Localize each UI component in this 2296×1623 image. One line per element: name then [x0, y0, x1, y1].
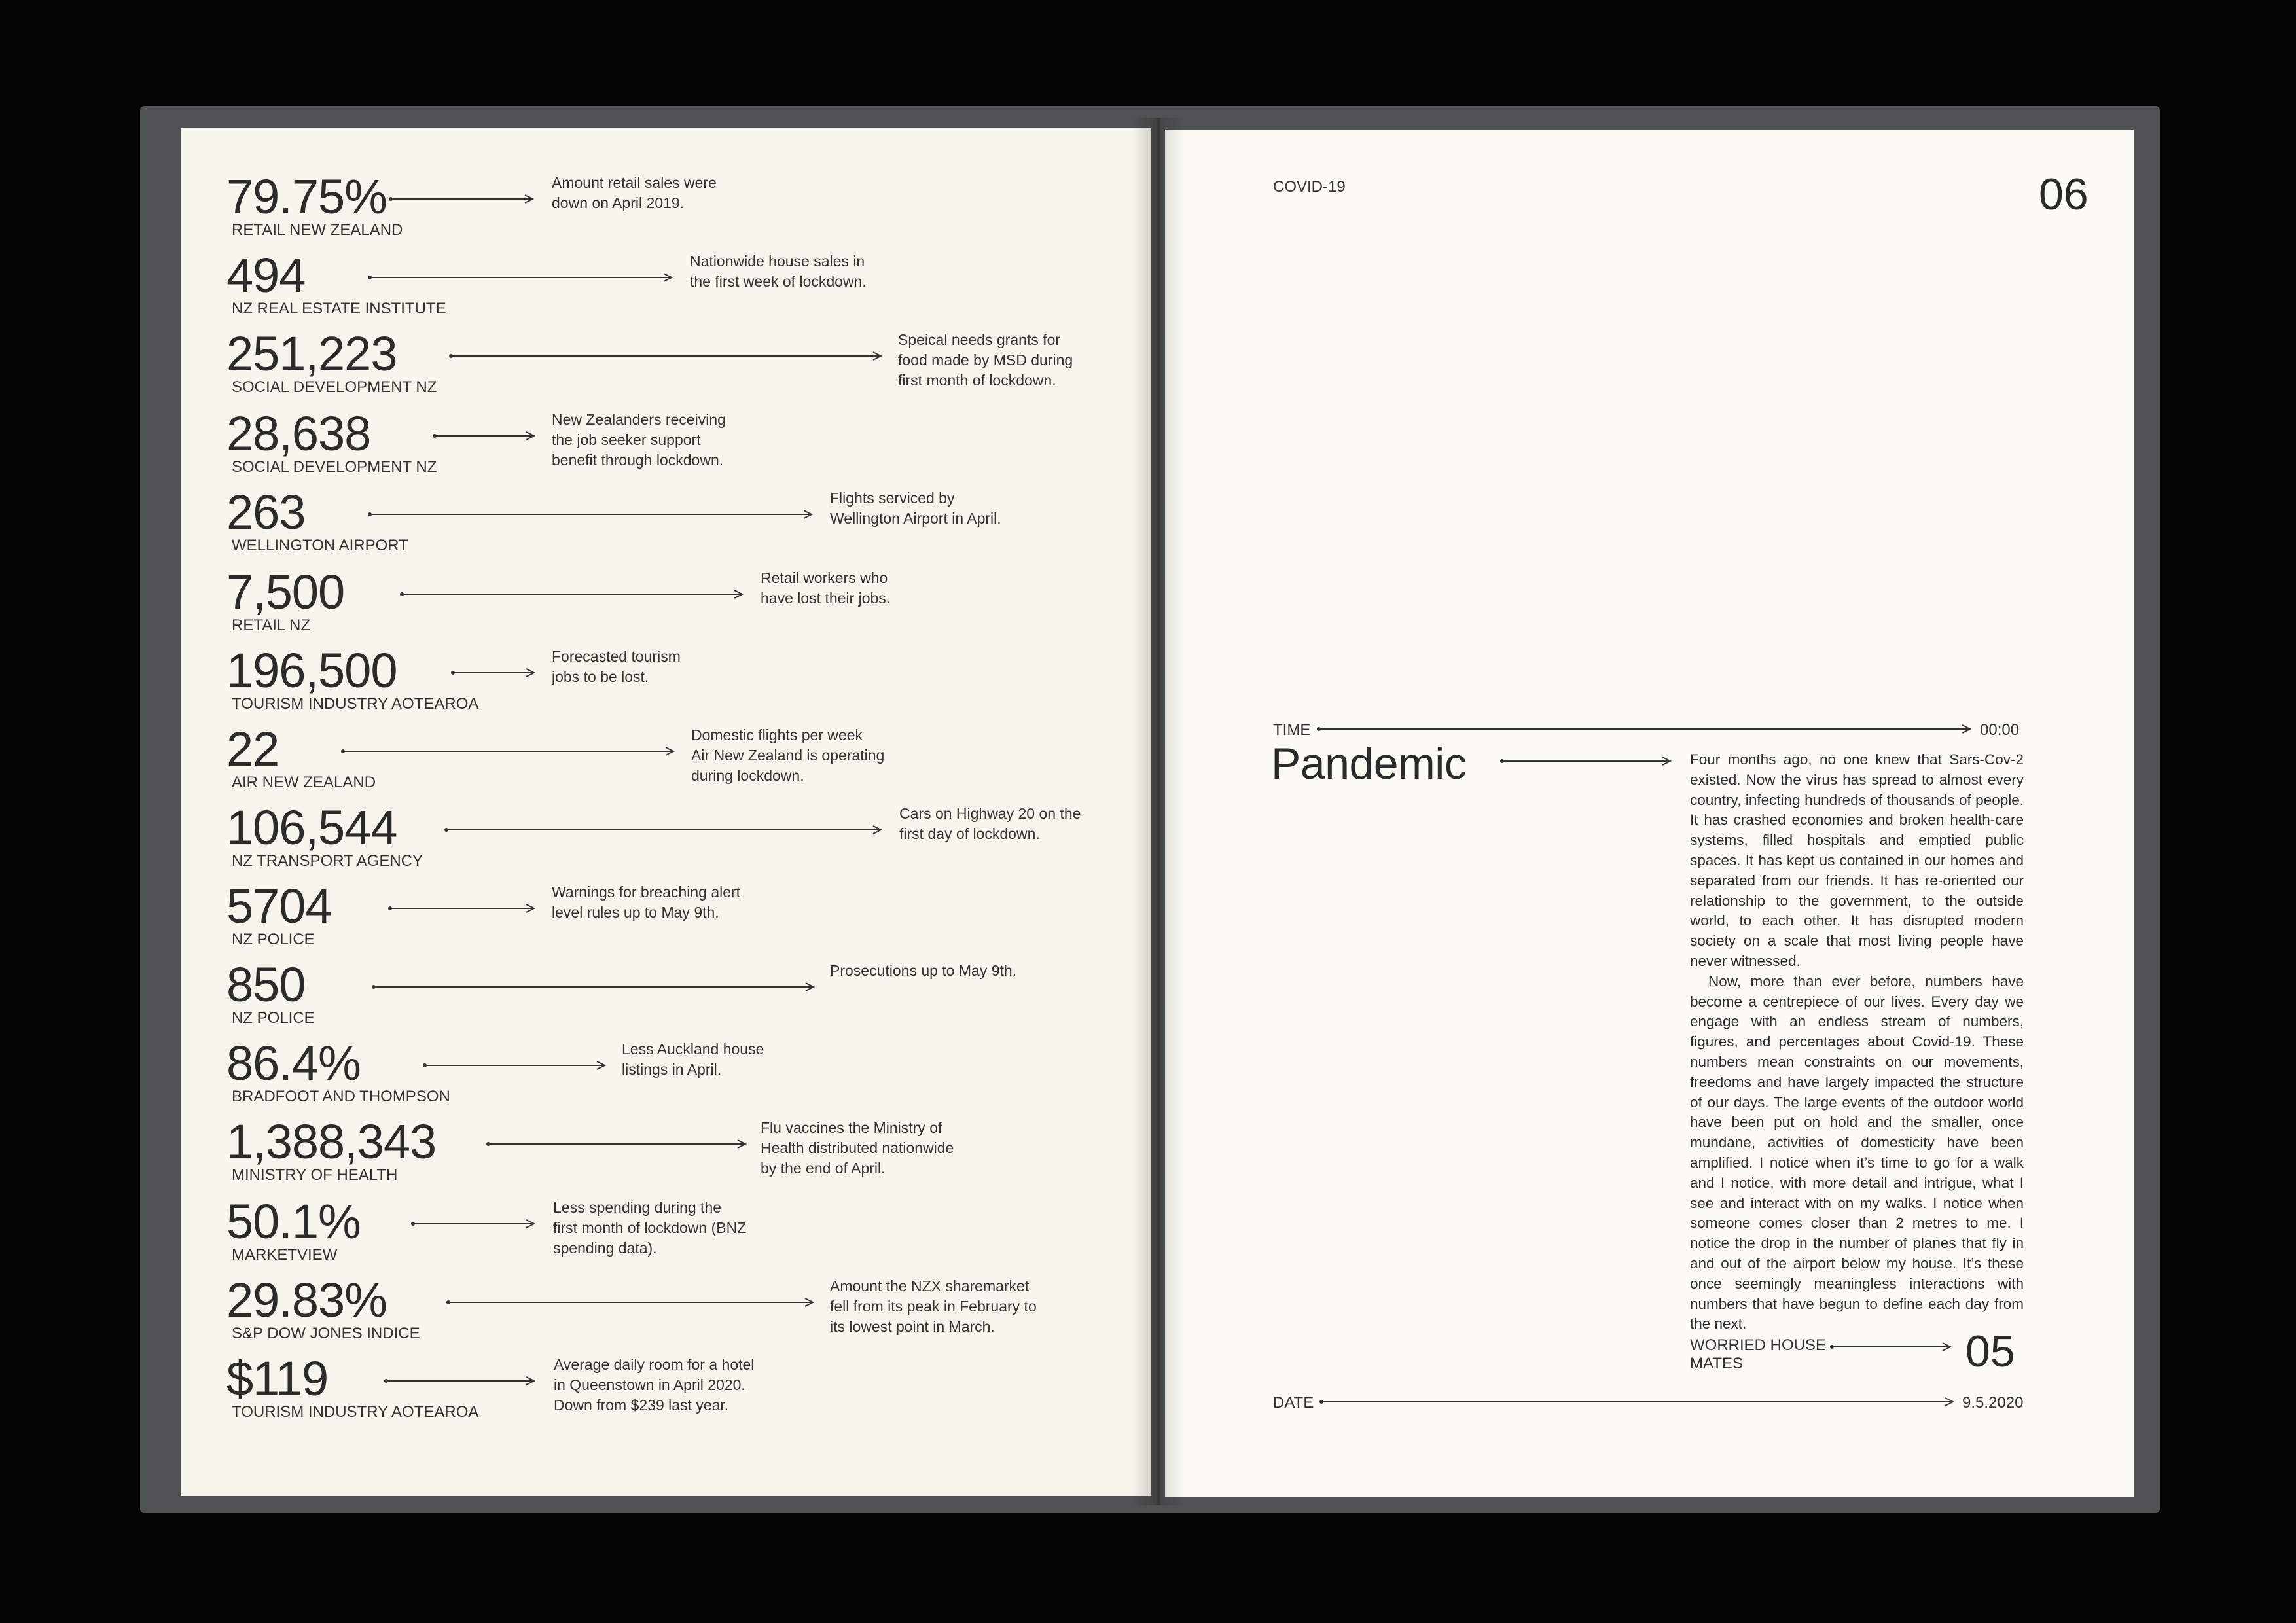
stat-value: 7,500: [226, 565, 345, 619]
stat-description-line: the job seeker support: [552, 431, 701, 448]
stat-description-line: Wellington Airport in April.: [830, 510, 1001, 527]
stat-source: SOCIAL DEVELOPMENT NZ: [232, 458, 437, 476]
stat-description-line: Flu vaccines the Ministry of: [761, 1119, 942, 1136]
stat-description-line: Average daily room for a hotel: [554, 1356, 755, 1373]
stat-source: NZ POLICE: [232, 1009, 315, 1027]
stat-arrow: [389, 195, 534, 203]
stat-description: [761, 568, 890, 609]
stat-description-line: by the end of April.: [761, 1160, 886, 1177]
stat-description-line: Nationwide house sales in: [690, 253, 865, 270]
stat-description: [690, 251, 867, 292]
stat-source: NZ POLICE: [232, 931, 315, 948]
stat-source: NZ REAL ESTATE INSTITUTE: [232, 300, 446, 317]
stat-description: [552, 410, 726, 471]
stat-description: [552, 882, 740, 923]
footer-label: [1690, 1336, 1826, 1373]
footer-label-line-1: WORRIED HOUSE: [1690, 1336, 1827, 1354]
stat-source: TOURISM INDUSTRY AOTEAROA: [232, 1403, 479, 1421]
stat-description: [761, 1118, 954, 1179]
stat-arrow: [433, 432, 535, 440]
stat-description-line: Air New Zealand is operating: [691, 747, 885, 764]
left-page: [181, 128, 1151, 1496]
stat-value: 251,223: [226, 327, 397, 381]
stat-description: [552, 647, 681, 687]
stat-description-line: Forecasted tourism: [552, 648, 681, 665]
stat-description-line: Speical needs grants for: [898, 331, 1061, 348]
stat-description-line: the first week of lockdown.: [690, 273, 867, 290]
stat-description-line: down on April 2019.: [552, 194, 685, 211]
stat-arrow: [341, 747, 675, 755]
date-arrow: [1319, 1398, 1954, 1406]
stat-value: 106,544: [226, 800, 397, 855]
date-value: 9.5.2020: [1962, 1394, 2024, 1412]
stat-value: 50.1%: [226, 1194, 361, 1249]
stat-arrow: [444, 826, 882, 834]
stat-value: $119: [226, 1351, 329, 1406]
stat-description: [553, 1198, 746, 1258]
section-label: COVID-19: [1273, 178, 1346, 196]
stat-value: 1,388,343: [226, 1115, 437, 1169]
stat-value: 86.4%: [226, 1036, 361, 1090]
stat-description-line: during lockdown.: [691, 767, 804, 784]
stat-description-line: Amount the NZX sharemarket: [830, 1277, 1030, 1294]
stat-arrow: [372, 983, 815, 991]
stat-description: [552, 173, 717, 213]
title-arrow: [1500, 757, 1672, 765]
stat-description-line: Less spending during the: [553, 1199, 722, 1216]
stat-source: RETAIL NEW ZEALAND: [232, 221, 403, 239]
stat-description-line: first month of lockdown.: [898, 372, 1056, 389]
stat-value: 850: [226, 957, 306, 1012]
stat-value: 5704: [226, 879, 332, 933]
stat-value: 22: [226, 722, 279, 776]
stat-description: [691, 725, 884, 786]
stat-arrow: [388, 904, 535, 912]
stat-value: 196,500: [226, 643, 397, 698]
stat-description-line: New Zealanders receiving: [552, 411, 726, 428]
stat-description-line: Less Auckland house: [622, 1041, 764, 1058]
stat-description-line: its lowest point in March.: [830, 1318, 995, 1335]
stat-description-line: first month of lockdown (BNZ: [553, 1219, 747, 1236]
time-value: 00:00: [1980, 721, 2020, 739]
stat-source: MARKETVIEW: [232, 1246, 338, 1264]
stat-arrow: [411, 1220, 535, 1228]
stat-description-line: in Queenstown in April 2020.: [554, 1376, 745, 1393]
stat-arrow: [368, 510, 813, 518]
stat-description-line: Cars on Highway 20 on the: [899, 805, 1081, 822]
stat-description: [830, 1276, 1037, 1337]
stat-description-line: Retail workers who: [761, 569, 888, 586]
stat-arrow: [449, 352, 882, 360]
book-gutter: [1132, 118, 1185, 1505]
stat-source: BRADFOOT AND THOMPSON: [232, 1088, 450, 1105]
stat-source: SOCIAL DEVELOPMENT NZ: [232, 378, 437, 396]
stat-description: [830, 961, 1016, 981]
stat-source: NZ TRANSPORT AGENCY: [232, 852, 423, 870]
stat-source: AIR NEW ZEALAND: [232, 774, 376, 791]
stat-description-line: Domestic flights per week: [691, 726, 863, 743]
stat-description-line: food made by MSD during: [898, 351, 1073, 368]
stat-description: [830, 488, 1001, 529]
stat-description-line: spending data).: [553, 1240, 657, 1257]
stat-description-line: Amount retail sales were: [552, 174, 717, 191]
essay-paragraph-2: Now, more than ever before, numbers have become a centrepiece of our lives. Every day we engage with an endless stream of numbers, figures, and percentages about Covid-19. These numbers mean constraints on our movements, freedoms and have largely impacted the structure of our days. The large events of the outdoor world have been put on hold and the smaller, once mundane, activities of domesticity have been amplified. I notice when it’s time to go for a walk and I notice, with more detail and intrigue, what I see and interact with on my walks. I notice when someone comes closer than 2 metres to me. I notice the drop in the number of planes that fly in and out of the airport below my house. It’s these once seemingly meaningless interactions with numbers that have begun to define each day from the next.: [1690, 972, 2024, 1332]
stat-value: 28,638: [226, 406, 371, 461]
stat-value: 494: [226, 248, 306, 302]
stat-source: MINISTRY OF HEALTH: [232, 1166, 398, 1184]
stat-arrow: [368, 274, 673, 281]
stat-arrow: [486, 1140, 747, 1148]
stat-description-line: first day of lockdown.: [899, 825, 1040, 842]
stat-description-line: Warnings for breaching alert: [552, 883, 741, 901]
stat-description-line: level rules up to May 9th.: [552, 904, 719, 921]
stat-value: 79.75%: [226, 169, 387, 224]
stat-arrow: [384, 1377, 535, 1385]
stat-description-line: Prosecutions up to May 9th.: [830, 962, 1017, 979]
stat-description-line: fell from its peak in February to: [830, 1298, 1037, 1315]
time-arrow: [1317, 725, 1971, 733]
essay-paragraph-1: Four months ago, no one knew that Sars-Cov-2 existed. Now the virus has spread to almost every country, infecting hundreds of thousands of people. It has crashed economies and broken health-care systems, filled hospitals and emptied public spaces. It has kept us contained in our homes and separated from our friends. It has re-oriented our relationship to the government, to the outside world, to each other. It has disrupted modern society on a scale that most living people have never witnessed.: [1690, 751, 2024, 969]
time-label: TIME: [1273, 721, 1311, 739]
stat-arrow: [446, 1298, 814, 1306]
stat-description-line: jobs to be lost.: [552, 668, 649, 685]
stat-arrow: [400, 590, 744, 598]
stat-description-line: Flights serviced by: [830, 490, 955, 507]
page-number: 06: [2039, 169, 2089, 219]
stat-description: [622, 1039, 764, 1080]
stat-value: 29.83%: [226, 1273, 387, 1327]
essay-body: [1690, 750, 2024, 1334]
footer-number: 05: [1965, 1327, 2015, 1376]
right-page: [1165, 130, 2134, 1497]
stat-description: [554, 1355, 754, 1416]
footer-label-line-2: MATES: [1690, 1355, 1743, 1372]
stat-arrow: [423, 1061, 606, 1069]
stat-description-line: have lost their jobs.: [761, 590, 891, 607]
stat-source: TOURISM INDUSTRY AOTEAROA: [232, 695, 479, 713]
date-label: DATE: [1273, 1394, 1314, 1412]
pandemic-title: Pandemic: [1271, 739, 1467, 789]
footer-arrow: [1830, 1343, 1952, 1351]
stat-source: S&P DOW JONES INDICE: [232, 1325, 420, 1342]
stat-description: [899, 804, 1081, 844]
stat-source: WELLINGTON AIRPORT: [232, 537, 408, 554]
stat-source: RETAIL NZ: [232, 616, 311, 634]
stat-value: 263: [226, 485, 306, 539]
stat-description-line: Down from $239 last year.: [554, 1397, 729, 1414]
stat-description-line: listings in April.: [622, 1061, 722, 1078]
stat-description-line: benefit through lockdown.: [552, 452, 724, 469]
stat-arrow: [451, 669, 535, 677]
stat-description: [898, 330, 1073, 391]
stat-description-line: Health distributed nationwide: [761, 1139, 954, 1156]
